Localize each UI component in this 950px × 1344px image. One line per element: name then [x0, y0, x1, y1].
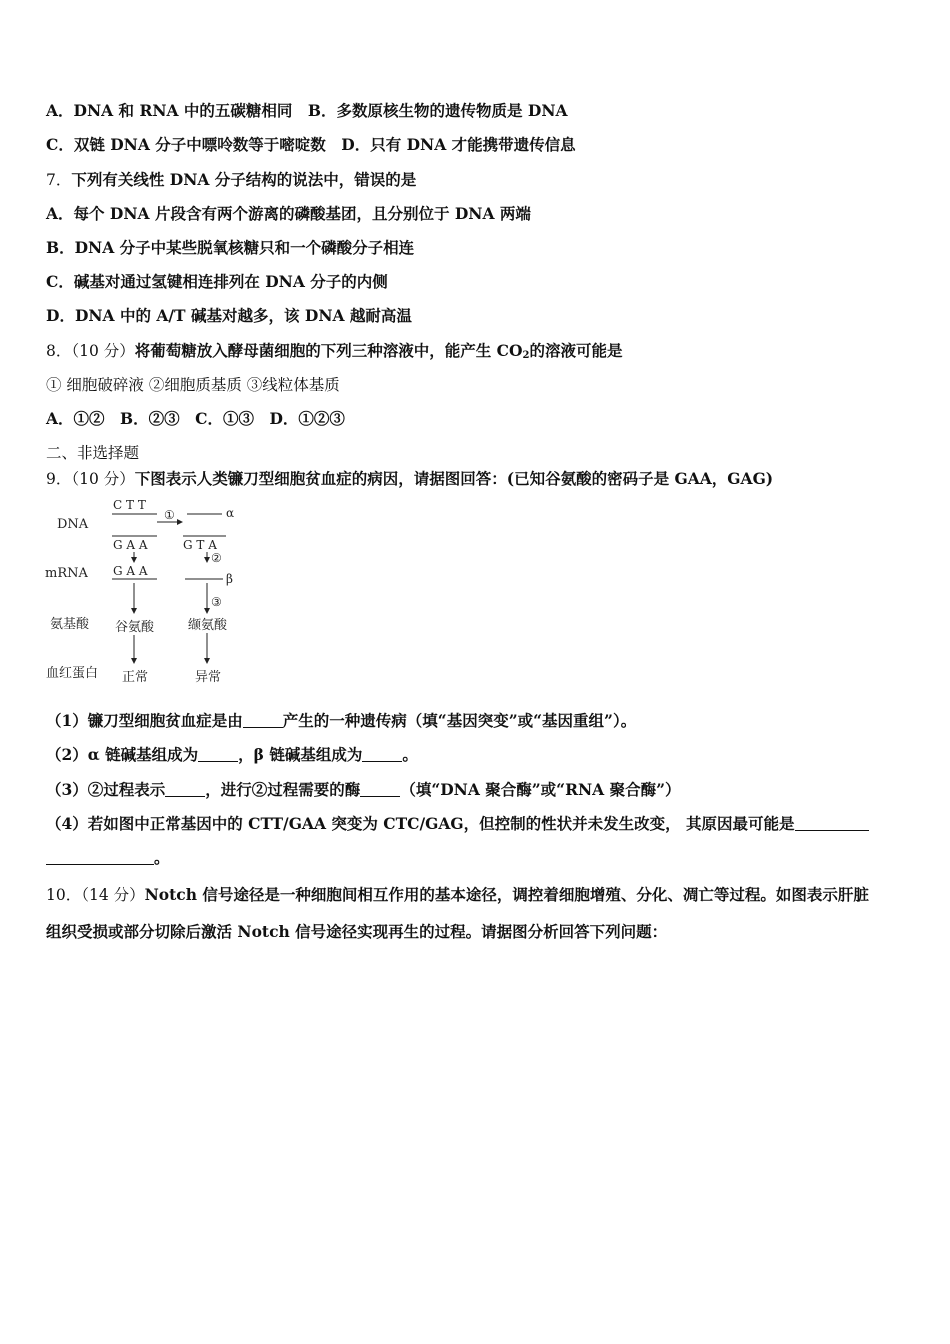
answer-blank-reason-1[interactable] — [795, 815, 869, 831]
alpha-label: α — [226, 506, 235, 520]
q9-sub-1 — [46, 711, 636, 731]
section-2-title: 二、非选择题 — [46, 444, 140, 462]
q9-sub-1-text-a: （1）镰刀型细胞贫血症是由 — [46, 711, 243, 730]
q6-options-line-2: C．双链 DNA 分子中嘌呤数等于嘧啶数 D．只有 DNA 才能携带遗传信息 — [46, 135, 576, 154]
q9-sub-3-text-c: （填“DNA 聚合酶”或“RNA 聚合酶”） — [400, 780, 681, 799]
hemoglobin-abnormal: 异常 — [195, 670, 222, 685]
beta-label: β — [226, 572, 233, 586]
q9-sub-4-continued — [46, 848, 170, 868]
mutant-dna-strand: G T A — [183, 538, 217, 552]
hemoglobin-normal: 正常 — [122, 670, 149, 685]
answer-blank-alpha[interactable] — [198, 746, 238, 762]
row-label-hemoglobin: 血红蛋白 — [46, 666, 99, 681]
q8-items: ① 细胞破碎液 ②细胞质基质 ③线粒体基质 — [46, 376, 340, 394]
q7-stem — [46, 170, 416, 190]
q8-stem — [46, 341, 623, 366]
q9-stem-text: 下图表示人类镰刀型细胞贫血症的病因，请据图回答：(已知谷氨酸的密码子是 GAA，GAG) — [134, 469, 774, 488]
row-label-dna: DNA — [57, 517, 89, 532]
q7-option-c: C．碱基对通过氢键相连排列在 DNA 分子的内侧 — [46, 272, 388, 291]
dna-top-strand: C T T — [113, 498, 146, 512]
q8-stem-text-a: 将葡萄糖放入酵母菌细胞的下列三种溶液中，能产生 CO — [134, 341, 523, 360]
step-3-label: ③ — [211, 595, 222, 609]
q7-option-a: A．每个 DNA 片段含有两个游离的磷酸基团，且分别位于 DNA 两端 — [46, 204, 531, 223]
q7-stem-text: 下列有关线性 DNA 分子结构的说法中，错误的是 — [71, 170, 417, 189]
q9-stem — [46, 469, 773, 489]
q8-stem-sub: 2 — [522, 350, 530, 361]
step-1-label: ① — [164, 508, 175, 522]
answer-blank-process[interactable] — [165, 781, 205, 797]
q9-points: （10 分） — [71, 470, 135, 488]
q9-sub-4-end: 。 — [154, 848, 170, 867]
q10-points: （14 分） — [81, 886, 145, 904]
q10-line-1 — [46, 885, 869, 905]
q8-points: （10 分） — [71, 342, 135, 360]
q9-sub-2-text-b: ，β 链碱基组成为 — [238, 745, 363, 764]
mrna-strand: G A A — [113, 564, 148, 578]
q7-option-b: B．DNA 分子中某些脱氧核糖只和一个磷酸分子相连 — [46, 238, 415, 257]
q9-sub-3-text-a: （3）②过程表示 — [46, 780, 166, 799]
q8-stem-text-b: 的溶液可能是 — [529, 341, 623, 360]
q9-sub-1-text-b: 产生的一种遗传病（填“基因突变”或“基因重组”）。 — [282, 711, 637, 730]
q9-sub-3-text-b: ，进行②过程需要的酶 — [205, 780, 361, 799]
row-label-amino-acid: 氨基酸 — [50, 617, 90, 632]
q6-options-line-1: A．DNA 和 RNA 中的五碳糖相同 B．多数原核生物的遗传物质是 DNA — [46, 101, 568, 120]
sickle-cell-diagram — [40, 495, 270, 695]
q8-options: A．①② B．②③ C．①③ D．①②③ — [46, 409, 345, 428]
answer-blank-1[interactable] — [243, 712, 283, 728]
q9-sub-3 — [46, 780, 680, 800]
q10-number: 10． — [46, 886, 82, 904]
q9-sub-4 — [46, 814, 869, 834]
amino-acid-normal: 谷氨酸 — [115, 620, 155, 635]
step-2-label: ② — [211, 551, 222, 565]
q7-option-d: D．DNA 中的 A/T 碱基对越多，该 DNA 越耐高温 — [46, 306, 412, 325]
q8-number: 8． — [46, 342, 72, 360]
amino-acid-mutant: 缬氨酸 — [188, 618, 228, 633]
q10-line-2: 组织受损或部分切除后激活 Notch 信号途径实现再生的过程。请据图分析回答下列问题： — [46, 922, 668, 941]
dna-bottom-strand: G A A — [113, 538, 148, 552]
answer-blank-enzyme[interactable] — [360, 781, 400, 797]
q9-sub-2-text-c: 。 — [402, 745, 418, 764]
q9-sub-2 — [46, 745, 418, 765]
q9-sub-2-text-a: （2）α 链碱基组成为 — [46, 745, 199, 764]
q7-number: 7． — [46, 171, 72, 189]
q9-number: 9． — [46, 470, 72, 488]
q9-sub-4-text: （4）若如图中正常基因中的 CTT/GAA 突变为 CTC/GAG，但控制的性状并未发生改变， 其原因最可能是 — [46, 814, 795, 833]
answer-blank-beta[interactable] — [362, 746, 402, 762]
q10-line-1-text: Notch 信号途径是一种细胞间相互作用的基本途径，调控着细胞增殖、分化、凋亡等过程。如图表示肝脏 — [144, 885, 869, 904]
answer-blank-reason-2[interactable] — [46, 849, 154, 865]
row-label-mrna: mRNA — [45, 566, 88, 581]
